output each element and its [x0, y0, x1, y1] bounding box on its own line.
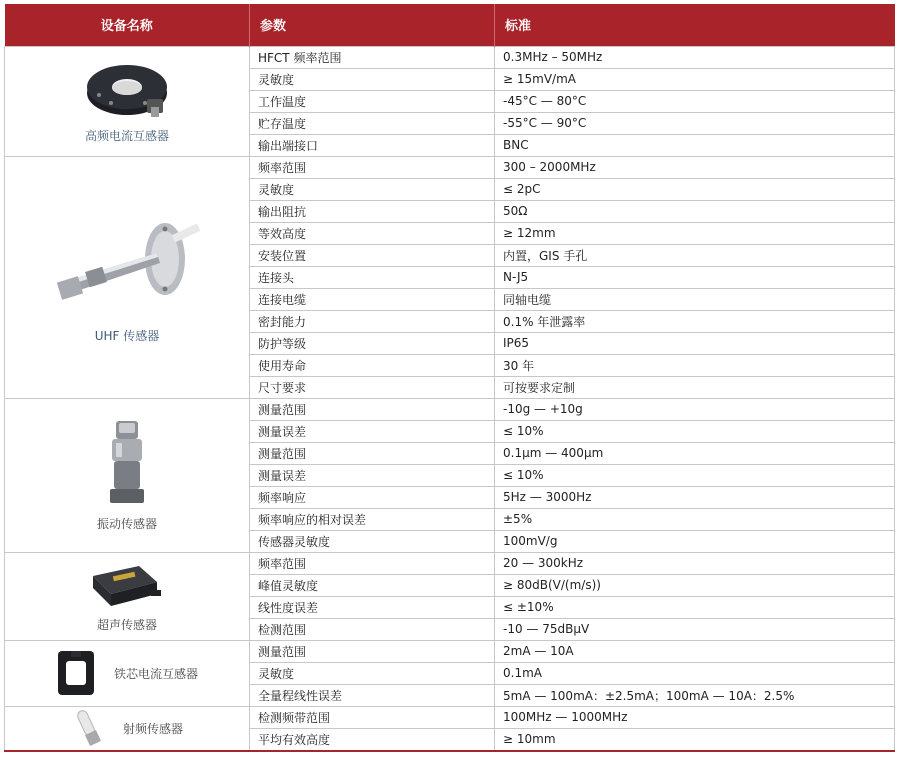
device-cell-iron-core-ct	[5, 640, 250, 706]
param-cell: 灵敏度	[250, 662, 495, 684]
param-cell: 工作温度	[250, 90, 495, 112]
param-cell: 检测范围	[250, 618, 495, 640]
param-cell: 峰值灵敏度	[250, 574, 495, 596]
param-cell: 传感器灵敏度	[250, 530, 495, 552]
param-cell: 等效高度	[250, 222, 495, 244]
value-cell: -45°C — 80°C	[495, 90, 895, 112]
param-cell: 频率范围	[250, 156, 495, 178]
table-header	[5, 4, 895, 46]
device-cell-ultrasonic	[5, 552, 250, 640]
value-cell: ≤ ±10%	[495, 596, 895, 618]
value-cell: 100mV/g	[495, 530, 895, 552]
param-cell: HFCT 频率范围	[250, 46, 495, 68]
param-cell: 测量误差	[250, 464, 495, 486]
value-cell: -10g — +10g	[495, 398, 895, 420]
param-cell: 频率响应的相对误差	[250, 508, 495, 530]
device-cell-uhf	[5, 156, 250, 398]
value-cell: ≤ 2pC	[495, 178, 895, 200]
value-cell: 300 – 2000MHz	[495, 156, 895, 178]
value-cell: 可按要求定制	[495, 376, 895, 398]
param-cell: 测量误差	[250, 420, 495, 442]
header-standard: 标准	[505, 19, 532, 35]
table-row	[5, 156, 895, 178]
param-cell: 灵敏度	[250, 68, 495, 90]
param-cell: 频率范围	[250, 552, 495, 574]
value-cell: 0.1mA	[495, 662, 895, 684]
device-name: 射频传感器	[122, 721, 183, 736]
value-cell: IP65	[495, 332, 895, 354]
table-body	[5, 46, 895, 751]
value-cell: -55°C — 90°C	[495, 112, 895, 134]
value-cell: ±5%	[495, 508, 895, 530]
device-cell-rf	[5, 706, 250, 751]
value-cell: ≥ 80dB(V/(m/s))	[495, 574, 895, 596]
device-name: 超声传感器	[96, 617, 157, 632]
table-row	[5, 706, 895, 728]
table-row	[5, 552, 895, 574]
param-cell: 全量程线性误差	[250, 684, 495, 706]
param-cell: 检测频带范围	[250, 706, 495, 728]
ultrasonic-sensor-icon	[87, 560, 167, 610]
header-device-name: 设备名称	[5, 4, 250, 46]
iron-core-ct-icon	[56, 649, 96, 697]
value-cell: 50Ω	[495, 200, 895, 222]
param-cell: 防护等级	[250, 332, 495, 354]
value-cell: 内置，GIS 手孔	[495, 244, 895, 266]
param-cell: 输出阻抗	[250, 200, 495, 222]
param-cell: 贮存温度	[250, 112, 495, 134]
spec-table	[4, 4, 895, 752]
rf-antenna-sensor-icon	[71, 708, 105, 748]
device-cell-vibration	[5, 398, 250, 552]
value-cell: 5Hz — 3000Hz	[495, 486, 895, 508]
device-cell-hfct	[5, 46, 250, 156]
param-cell: 密封能力	[250, 310, 495, 332]
value-cell: 0.3MHz – 50MHz	[495, 46, 895, 68]
table-row	[5, 398, 895, 420]
ring-hfct-sensor-icon	[81, 59, 173, 121]
value-cell: -10 — 75dBμV	[495, 618, 895, 640]
value-cell: ≥ 12mm	[495, 222, 895, 244]
device-name: 高频电流互感器	[84, 128, 169, 143]
value-cell: 0.1μm — 400μm	[495, 442, 895, 464]
param-cell: 频率响应	[250, 486, 495, 508]
value-cell: ≤ 10%	[495, 420, 895, 442]
header-parameter: 参数	[250, 4, 495, 46]
device-name: 振动传感器	[96, 516, 157, 531]
param-cell: 连接头	[250, 266, 495, 288]
value-cell: ≥ 15mV/mA	[495, 68, 895, 90]
param-cell: 使用寿命	[250, 354, 495, 376]
param-cell: 平均有效高度	[250, 728, 495, 751]
param-cell: 连接电缆	[250, 288, 495, 310]
table-row	[5, 46, 895, 68]
param-cell: 线性度误差	[250, 596, 495, 618]
value-cell: BNC	[495, 134, 895, 156]
value-cell: 20 — 300kHz	[495, 552, 895, 574]
value-cell: 2mA — 10A	[495, 640, 895, 662]
uhf-probe-sensor-icon	[47, 211, 207, 321]
value-cell: N-J5	[495, 266, 895, 288]
value-cell: 5mA — 100mA：±2.5mA；100mA — 10A：2.5%	[495, 684, 895, 706]
param-cell: 输出端接口	[250, 134, 495, 156]
value-cell: 30 年	[495, 354, 895, 376]
value-cell: ≤ 10%	[495, 464, 895, 486]
param-cell: 灵敏度	[250, 178, 495, 200]
device-name: UHF 传感器	[94, 328, 160, 343]
param-cell: 测量范围	[250, 398, 495, 420]
device-name: 铁芯电流互感器	[113, 666, 198, 681]
value-cell: 0.1% 年泄露率	[495, 310, 895, 332]
value-cell: 同轴电缆	[495, 288, 895, 310]
value-cell: 100MHz — 1000MHz	[495, 706, 895, 728]
value-cell: ≥ 10mm	[495, 728, 895, 751]
param-cell: 测量范围	[250, 442, 495, 464]
table-row	[5, 640, 895, 662]
param-cell: 安装位置	[250, 244, 495, 266]
param-cell: 测量范围	[250, 640, 495, 662]
vibration-sensor-icon	[102, 419, 152, 509]
param-cell: 尺寸要求	[250, 376, 495, 398]
